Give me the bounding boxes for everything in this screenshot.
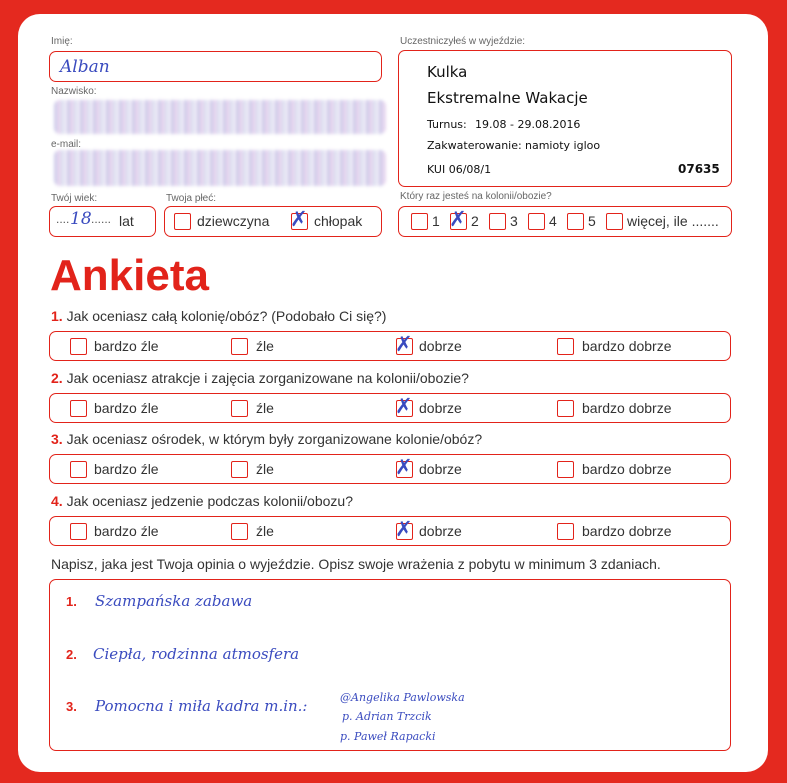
trip-code: KUI 06/08/1 — [427, 163, 492, 176]
raz-option-more: więcej, ile ....... — [627, 213, 719, 229]
checkbox-raz-5[interactable] — [567, 213, 584, 230]
checkbox-q3-bardzo-dobrze[interactable] — [557, 461, 574, 478]
opinion-line-2-num: 2. — [66, 647, 77, 662]
opinion-line-3-num: 3. — [66, 699, 77, 714]
opinion-line-3: Pomocna i miła kadra m.in.: — [95, 697, 308, 715]
option-bardzo-dobrze: bardzo dobrze — [582, 461, 672, 477]
option-bardzo-dobrze: bardzo dobrze — [582, 400, 672, 416]
option-bardzo-zle: bardzo źle — [94, 338, 159, 354]
accommodation-value: namioty igloo — [525, 139, 601, 152]
checkbox-q2-bardzo-zle[interactable] — [70, 400, 87, 417]
accommodation-label: Zakwaterowanie: — [427, 139, 522, 152]
age-value: 18 — [70, 209, 92, 229]
which-time-label: Który raz jesteś na kolonii/obozie? — [400, 191, 552, 202]
checkbox-raz-4[interactable] — [528, 213, 545, 230]
trip-program: Ekstremalne Wakacje — [427, 89, 588, 107]
page-title: Ankieta — [50, 251, 209, 300]
option-bardzo-zle: bardzo źle — [94, 523, 159, 539]
checkbox-q1-dobrze[interactable] — [395, 332, 413, 356]
checkbox-raz-1[interactable] — [411, 213, 428, 230]
trip-brand: Kulka — [427, 63, 468, 81]
question-2: 2. Jak oceniasz atrakcje i zajęcia zorganizowane na kolonii/obozie? — [51, 370, 469, 386]
trip-label: Uczestniczyłeś w wyjeździe: — [400, 36, 526, 47]
opinion-line-3-staff-1: @Angelika Pawlowska — [340, 691, 465, 704]
question-4: 4. Jak oceniasz jedzenie podczas kolonii/obozu? — [51, 493, 353, 509]
check-mark-icon: ✗ — [395, 455, 413, 479]
answer-row-2 — [49, 393, 731, 423]
which-time-field — [398, 206, 732, 237]
turnus-label: Turnus: — [427, 118, 467, 131]
option-dobrze: dobrze — [419, 400, 462, 416]
first-name-value: Alban — [60, 57, 110, 77]
checkbox-q3-dobrze[interactable] — [395, 455, 413, 479]
first-name-field[interactable] — [49, 51, 382, 82]
gender-option-chlopak: chłopak — [314, 213, 363, 229]
answer-row-1 — [49, 331, 731, 361]
opinion-line-1: Szampańska zabawa — [95, 592, 253, 610]
checkbox-raz-2[interactable] — [449, 207, 467, 231]
raz-option-1: 1 — [432, 213, 440, 229]
answer-row-3 — [49, 454, 731, 484]
raz-option-5: 5 — [588, 213, 596, 229]
raz-option-3: 3 — [510, 213, 518, 229]
opinion-line-3-staff-3: p. Paweł Rapacki — [340, 730, 436, 743]
checkbox-q2-zle[interactable] — [231, 400, 248, 417]
gender-field — [164, 206, 382, 237]
checkbox-q1-bardzo-zle[interactable] — [70, 338, 87, 355]
question-3: 3. Jak oceniasz ośrodek, w którym były zorganizowane kolonie/obóz? — [51, 431, 483, 447]
checkbox-q3-zle[interactable] — [231, 461, 248, 478]
option-zle: źle — [256, 338, 274, 354]
first-name-label: Imię: — [51, 36, 73, 47]
checkbox-raz-more[interactable] — [606, 213, 623, 230]
checkbox-q2-dobrze[interactable] — [395, 394, 413, 418]
checkbox-q4-bardzo-zle[interactable] — [70, 523, 87, 540]
checkbox-dziewczyna[interactable] — [174, 213, 191, 230]
option-bardzo-zle: bardzo źle — [94, 400, 159, 416]
check-mark-icon: ✗ — [395, 394, 413, 418]
checkbox-q1-bardzo-dobrze[interactable] — [557, 338, 574, 355]
check-mark-icon: ✗ — [395, 332, 413, 356]
checkbox-q4-zle[interactable] — [231, 523, 248, 540]
trip-info-box — [398, 50, 732, 187]
option-bardzo-zle: bardzo źle — [94, 461, 159, 477]
question-1: 1. Jak oceniasz całą kolonię/obóz? (Podobało Ci się?) — [51, 308, 387, 324]
option-dobrze: dobrze — [419, 338, 462, 354]
age-dots-left: .... — [56, 212, 70, 226]
option-zle: źle — [256, 400, 274, 416]
checkbox-q2-bardzo-dobrze[interactable] — [557, 400, 574, 417]
raz-option-2: 2 — [471, 213, 479, 229]
turnus-value: 19.08 - 29.08.2016 — [475, 118, 581, 131]
checkbox-q3-bardzo-zle[interactable] — [70, 461, 87, 478]
age-dots-right: ...... — [91, 212, 112, 226]
option-zle: źle — [256, 523, 274, 539]
checkbox-q1-zle[interactable] — [231, 338, 248, 355]
checkbox-raz-3[interactable] — [489, 213, 506, 230]
gender-option-dziewczyna: dziewczyna — [197, 213, 270, 229]
option-dobrze: dobrze — [419, 461, 462, 477]
email-label: e-mail: — [51, 139, 82, 150]
option-dobrze: dobrze — [419, 523, 462, 539]
checkbox-chlopak[interactable] — [290, 207, 308, 231]
age-unit: lat — [119, 213, 134, 229]
check-mark-icon: ✗ — [290, 207, 308, 231]
raz-option-4: 4 — [549, 213, 557, 229]
opinion-textarea[interactable] — [49, 579, 731, 751]
age-label: Twój wiek: — [51, 193, 98, 204]
surname-redacted — [54, 100, 386, 134]
gender-label: Twoja płeć: — [166, 193, 217, 204]
answer-row-4 — [49, 516, 731, 546]
check-mark-icon: ✗ — [449, 207, 467, 231]
age-field[interactable] — [49, 206, 156, 237]
checkbox-q4-bardzo-dobrze[interactable] — [557, 523, 574, 540]
option-bardzo-dobrze: bardzo dobrze — [582, 338, 672, 354]
email-redacted — [54, 150, 386, 186]
check-mark-icon: ✗ — [395, 517, 413, 541]
opinion-line-2: Ciepła, rodzinna atmosfera — [93, 645, 300, 663]
opinion-prompt: Napisz, jaka jest Twoja opinia o wyjeździe. Opisz swoje wrażenia z pobytu w minimum 3 zdaniach. — [51, 556, 661, 572]
surname-label: Nazwisko: — [51, 86, 97, 97]
option-zle: źle — [256, 461, 274, 477]
checkbox-q4-dobrze[interactable] — [395, 517, 413, 541]
trip-id: 07635 — [678, 162, 720, 176]
option-bardzo-dobrze: bardzo dobrze — [582, 523, 672, 539]
opinion-line-3-staff-2: p. Adrian Trzcik — [342, 710, 432, 723]
opinion-line-1-num: 1. — [66, 594, 77, 609]
